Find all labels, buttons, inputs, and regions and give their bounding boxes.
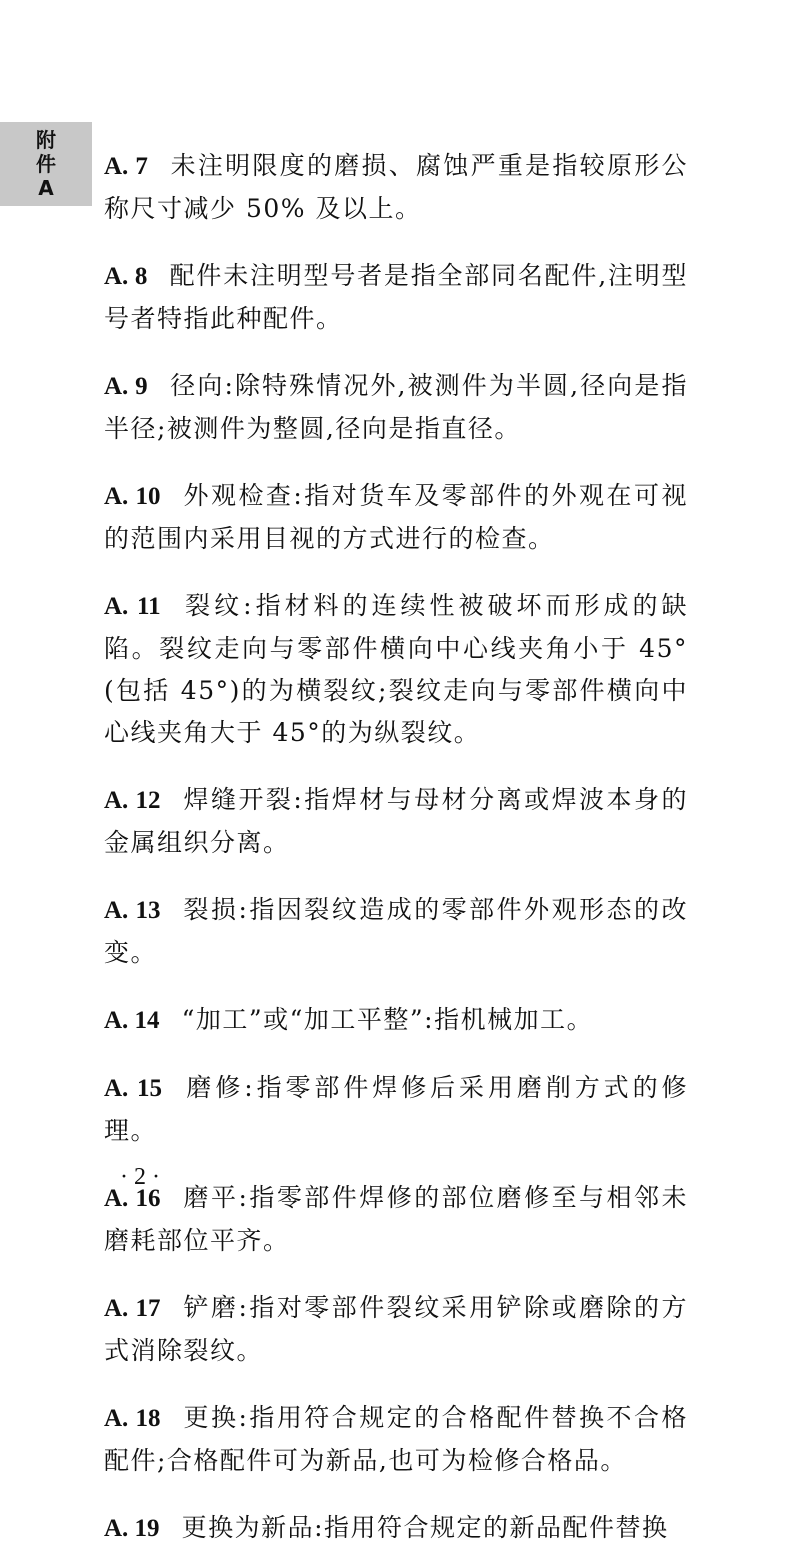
clause-text: 更换为新品:指用符合规定的新品配件替换 bbox=[181, 1513, 669, 1542]
clause-number: A. 16 bbox=[104, 1185, 161, 1212]
definition-a8 bbox=[104, 255, 688, 340]
clause-text: 铲磨:指对零部件裂纹采用铲除或磨除的方式消除裂纹。 bbox=[104, 1293, 688, 1365]
clause-text: 未注明限度的磨损、腐蚀严重是指较原形公称尺寸减少 50% 及以上。 bbox=[104, 151, 688, 223]
side-tab-char-3: A bbox=[38, 176, 54, 200]
definition-a7 bbox=[104, 145, 688, 230]
clause-number: A. 17 bbox=[104, 1295, 161, 1322]
definition-a16 bbox=[104, 1177, 688, 1262]
clause-number: A. 11 bbox=[104, 593, 161, 620]
side-tab-char-1: 附 bbox=[36, 128, 56, 152]
clause-number: A. 14 bbox=[104, 1007, 160, 1034]
clause-text: 磨平:指零部件焊修的部位磨修至与相邻未磨耗部位平齐。 bbox=[104, 1183, 688, 1255]
definition-a18 bbox=[104, 1397, 688, 1482]
clause-text: 磨修:指零部件焊修后采用磨削方式的修理。 bbox=[104, 1073, 688, 1145]
clause-number: A. 10 bbox=[104, 483, 161, 510]
definition-a15 bbox=[104, 1067, 688, 1152]
definition-a17 bbox=[104, 1287, 688, 1372]
definition-a14 bbox=[104, 999, 688, 1042]
definition-a13 bbox=[104, 889, 688, 974]
clause-text: 配件未注明型号者是指全部同名配件,注明型号者特指此种配件。 bbox=[104, 261, 688, 333]
clause-number: A. 9 bbox=[104, 373, 148, 400]
clause-number: A. 8 bbox=[104, 263, 148, 290]
clause-text: 外观检查:指对货车及零部件的外观在可视的范围内采用目视的方式进行的检查。 bbox=[104, 481, 688, 553]
clause-text: 更换:指用符合规定的合格配件替换不合格配件;合格配件可为新品,也可为检修合格品。 bbox=[104, 1403, 688, 1475]
definition-a11 bbox=[104, 585, 688, 754]
clause-number: A. 7 bbox=[104, 153, 148, 180]
clause-number: A. 13 bbox=[104, 897, 161, 924]
appendix-side-tab bbox=[0, 122, 92, 206]
clause-number: A. 12 bbox=[104, 787, 161, 814]
side-tab-char-2: 件 bbox=[36, 152, 56, 176]
definition-a10 bbox=[104, 475, 688, 560]
page-number: · 2 · bbox=[120, 1164, 160, 1190]
definitions-list bbox=[104, 120, 688, 1556]
definition-a19 bbox=[104, 1507, 688, 1550]
clause-number: A. 18 bbox=[104, 1405, 161, 1432]
clause-number: A. 19 bbox=[104, 1515, 160, 1542]
clause-text: 径向:除特殊情况外,被测件为半圆,径向是指半径;被测件为整圆,径向是指直径。 bbox=[104, 371, 688, 443]
definition-a9 bbox=[104, 365, 688, 450]
clause-text: 裂损:指因裂纹造成的零部件外观形态的改变。 bbox=[104, 895, 688, 967]
clause-text: 焊缝开裂:指焊材与母材分离或焊波本身的金属组织分离。 bbox=[104, 785, 688, 857]
clause-number: A. 15 bbox=[104, 1075, 162, 1102]
clause-text: 裂纹:指材料的连续性被破坏而形成的缺陷。裂纹走向与零部件横向中心线夹角小于 45°(包括 45°)的为横裂纹;裂纹走向与零部件横向中心线夹角大于 45°的为纵裂纹。 bbox=[104, 591, 688, 747]
clause-text: “加工”或“加工平整”:指机械加工。 bbox=[181, 1005, 594, 1034]
definition-a12 bbox=[104, 779, 688, 864]
